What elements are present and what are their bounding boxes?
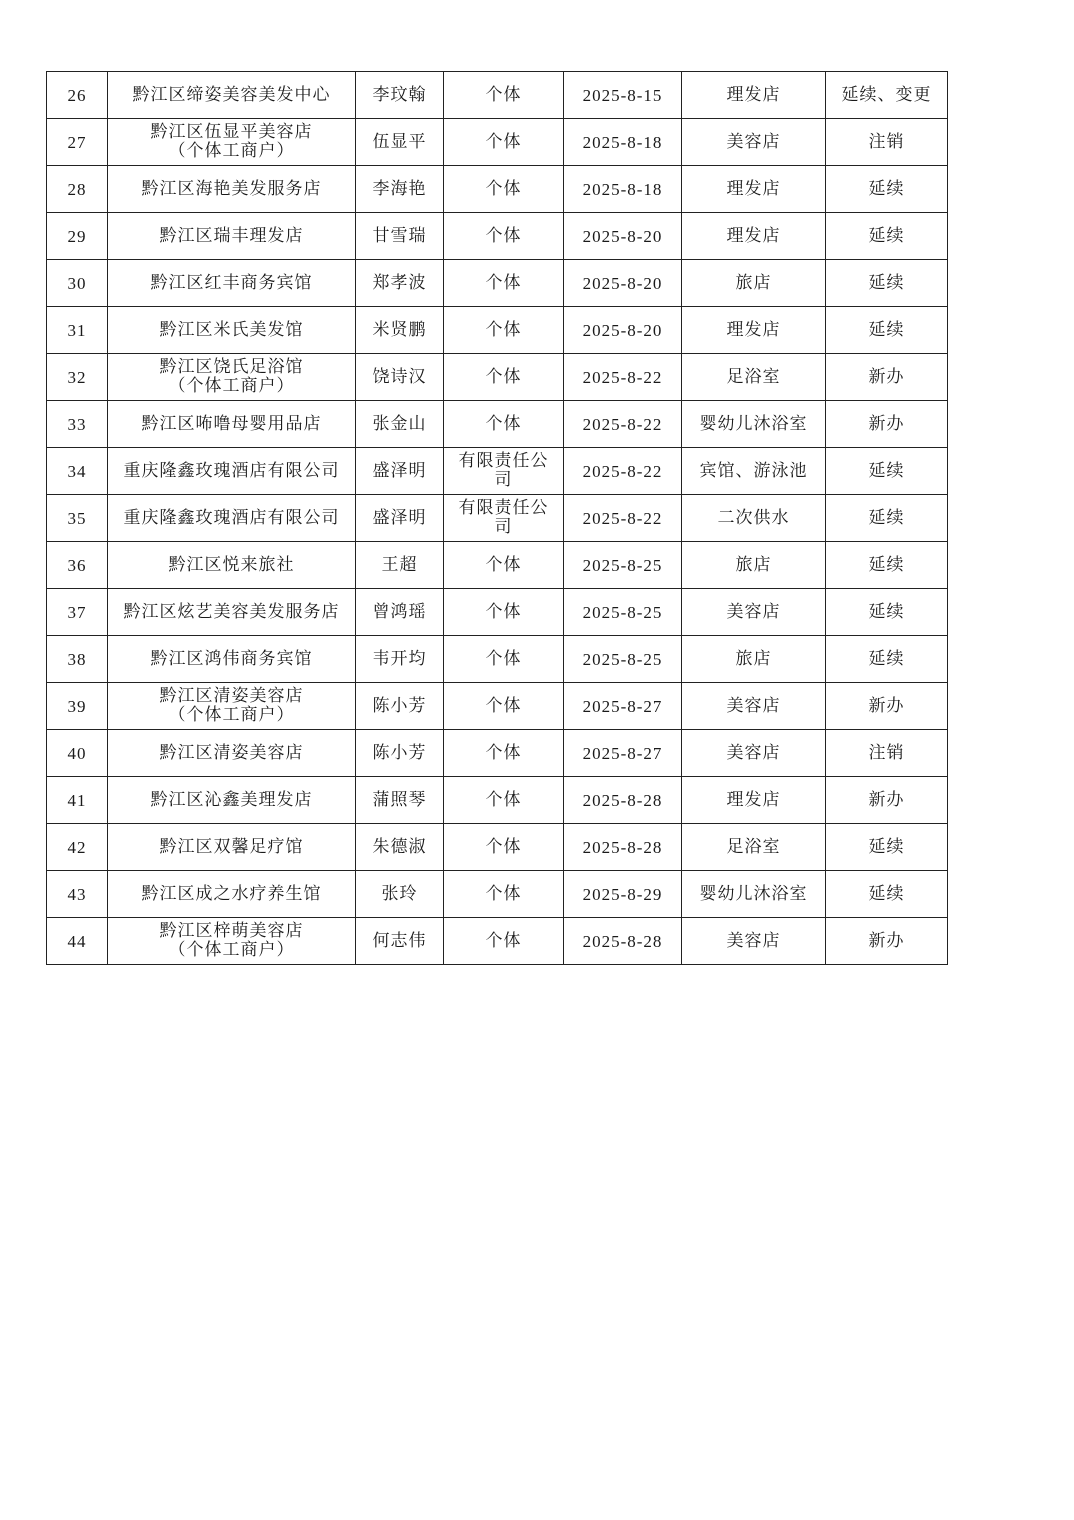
business-name-line: （个体工商户） bbox=[168, 705, 295, 725]
table-row bbox=[47, 824, 948, 871]
license-action: 延续 bbox=[826, 495, 948, 542]
table-row bbox=[47, 448, 948, 495]
issue-date: 2025-8-22 bbox=[564, 354, 682, 401]
entity-type bbox=[444, 119, 564, 166]
business-name-line: 黔江区饶氏足浴馆 bbox=[159, 357, 304, 377]
business-category: 美容店 bbox=[682, 918, 826, 965]
license-action: 延续 bbox=[826, 542, 948, 589]
table-body bbox=[47, 72, 948, 965]
row-number: 39 bbox=[47, 683, 108, 730]
business-name-line: （个体工商户） bbox=[168, 940, 295, 960]
business-name bbox=[108, 777, 356, 824]
business-category: 足浴室 bbox=[682, 824, 826, 871]
issue-date: 2025-8-18 bbox=[564, 119, 682, 166]
legal-representative: 张金山 bbox=[356, 401, 444, 448]
license-action: 注销 bbox=[826, 119, 948, 166]
business-category: 理发店 bbox=[682, 166, 826, 213]
issue-date: 2025-8-18 bbox=[564, 166, 682, 213]
license-action: 新办 bbox=[826, 354, 948, 401]
entity-type bbox=[444, 72, 564, 119]
entity-type bbox=[444, 636, 564, 683]
entity-type bbox=[444, 448, 564, 495]
business-category: 婴幼儿沐浴室 bbox=[682, 871, 826, 918]
license-action: 新办 bbox=[826, 401, 948, 448]
row-number: 36 bbox=[47, 542, 108, 589]
row-number: 40 bbox=[47, 730, 108, 777]
entity-type-line: 有限责任公 bbox=[458, 498, 549, 518]
table-row bbox=[47, 730, 948, 777]
business-name-line: （个体工商户） bbox=[168, 141, 295, 161]
business-name-line: 黔江区清姿美容店 bbox=[159, 686, 304, 706]
business-name bbox=[108, 166, 356, 213]
entity-type bbox=[444, 589, 564, 636]
row-number: 26 bbox=[47, 72, 108, 119]
business-category: 足浴室 bbox=[682, 354, 826, 401]
issue-date: 2025-8-27 bbox=[564, 683, 682, 730]
license-action: 延续 bbox=[826, 213, 948, 260]
row-number: 31 bbox=[47, 307, 108, 354]
table-row bbox=[47, 636, 948, 683]
entity-type bbox=[444, 871, 564, 918]
license-action: 延续 bbox=[826, 871, 948, 918]
legal-representative: 陈小芳 bbox=[356, 730, 444, 777]
row-number: 41 bbox=[47, 777, 108, 824]
business-category: 美容店 bbox=[682, 119, 826, 166]
business-name-line: 黔江区悦来旅社 bbox=[168, 554, 295, 575]
legal-representative: 何志伟 bbox=[356, 918, 444, 965]
license-action: 新办 bbox=[826, 918, 948, 965]
table-row bbox=[47, 119, 948, 166]
entity-type-line: 个体 bbox=[485, 554, 522, 575]
issue-date: 2025-8-20 bbox=[564, 307, 682, 354]
business-name-line: 黔江区海艳美发服务店 bbox=[141, 178, 322, 199]
issue-date: 2025-8-28 bbox=[564, 824, 682, 871]
business-name bbox=[108, 448, 356, 495]
business-name-line: 黔江区双馨足疗馆 bbox=[159, 836, 304, 857]
entity-type bbox=[444, 777, 564, 824]
table-row bbox=[47, 401, 948, 448]
table-row bbox=[47, 871, 948, 918]
business-name bbox=[108, 636, 356, 683]
table-row bbox=[47, 72, 948, 119]
legal-representative: 陈小芳 bbox=[356, 683, 444, 730]
entity-type bbox=[444, 166, 564, 213]
business-name bbox=[108, 260, 356, 307]
entity-type-line: 个体 bbox=[485, 836, 522, 857]
business-name-line: 重庆隆鑫玫瑰酒店有限公司 bbox=[123, 460, 340, 481]
issue-date: 2025-8-25 bbox=[564, 589, 682, 636]
business-category: 旅店 bbox=[682, 636, 826, 683]
table-row bbox=[47, 777, 948, 824]
license-action: 延续、变更 bbox=[826, 72, 948, 119]
entity-type-line: 个体 bbox=[485, 883, 522, 904]
entity-type bbox=[444, 354, 564, 401]
license-action: 延续 bbox=[826, 824, 948, 871]
legal-representative: 甘雪瑞 bbox=[356, 213, 444, 260]
table-row bbox=[47, 213, 948, 260]
row-number: 38 bbox=[47, 636, 108, 683]
legal-representative: 王超 bbox=[356, 542, 444, 589]
entity-type bbox=[444, 918, 564, 965]
legal-representative: 盛泽明 bbox=[356, 495, 444, 542]
table-row bbox=[47, 166, 948, 213]
row-number: 43 bbox=[47, 871, 108, 918]
business-name bbox=[108, 871, 356, 918]
business-name bbox=[108, 542, 356, 589]
business-category: 理发店 bbox=[682, 777, 826, 824]
entity-type bbox=[444, 213, 564, 260]
issue-date: 2025-8-25 bbox=[564, 542, 682, 589]
business-category: 理发店 bbox=[682, 307, 826, 354]
row-number: 29 bbox=[47, 213, 108, 260]
entity-type bbox=[444, 495, 564, 542]
business-name-line: 黔江区缔姿美容美发中心 bbox=[132, 84, 331, 105]
license-records-table bbox=[46, 71, 948, 965]
legal-representative: 郑孝波 bbox=[356, 260, 444, 307]
issue-date: 2025-8-28 bbox=[564, 777, 682, 824]
business-category: 旅店 bbox=[682, 542, 826, 589]
row-number: 34 bbox=[47, 448, 108, 495]
business-name bbox=[108, 119, 356, 166]
entity-type-line: 个体 bbox=[485, 272, 522, 293]
business-name-line: 黔江区红丰商务宾馆 bbox=[150, 272, 313, 293]
issue-date: 2025-8-22 bbox=[564, 495, 682, 542]
row-number: 35 bbox=[47, 495, 108, 542]
issue-date: 2025-8-28 bbox=[564, 918, 682, 965]
row-number: 37 bbox=[47, 589, 108, 636]
entity-type bbox=[444, 542, 564, 589]
entity-type bbox=[444, 307, 564, 354]
legal-representative: 曾鸿瑶 bbox=[356, 589, 444, 636]
table-row bbox=[47, 307, 948, 354]
license-action: 延续 bbox=[826, 448, 948, 495]
business-name-line: 黔江区梓萌美容店 bbox=[159, 921, 304, 941]
business-name-line: 黔江区咘噜母婴用品店 bbox=[141, 413, 322, 434]
business-name bbox=[108, 683, 356, 730]
table-row bbox=[47, 918, 948, 965]
business-name-line: 黔江区炫艺美容美发服务店 bbox=[123, 601, 340, 622]
issue-date: 2025-8-15 bbox=[564, 72, 682, 119]
legal-representative: 盛泽明 bbox=[356, 448, 444, 495]
business-name-line: （个体工商户） bbox=[168, 376, 295, 396]
legal-representative: 韦开均 bbox=[356, 636, 444, 683]
entity-type-line: 个体 bbox=[485, 131, 522, 152]
table-row bbox=[47, 542, 948, 589]
row-number: 28 bbox=[47, 166, 108, 213]
business-category: 二次供水 bbox=[682, 495, 826, 542]
business-name bbox=[108, 918, 356, 965]
legal-representative: 李玟翰 bbox=[356, 72, 444, 119]
license-action: 新办 bbox=[826, 777, 948, 824]
license-action: 延续 bbox=[826, 260, 948, 307]
legal-representative: 张玲 bbox=[356, 871, 444, 918]
business-name bbox=[108, 730, 356, 777]
business-name bbox=[108, 589, 356, 636]
row-number: 27 bbox=[47, 119, 108, 166]
business-name-line: 黔江区米氏美发馆 bbox=[159, 319, 304, 340]
entity-type-line: 司 bbox=[494, 517, 513, 537]
entity-type-line: 个体 bbox=[485, 742, 522, 763]
entity-type bbox=[444, 824, 564, 871]
row-number: 33 bbox=[47, 401, 108, 448]
entity-type-line: 个体 bbox=[485, 84, 522, 105]
license-action: 延续 bbox=[826, 307, 948, 354]
issue-date: 2025-8-29 bbox=[564, 871, 682, 918]
entity-type-line: 个体 bbox=[485, 366, 522, 387]
business-name bbox=[108, 72, 356, 119]
entity-type-line: 个体 bbox=[485, 319, 522, 340]
table-row bbox=[47, 495, 948, 542]
entity-type bbox=[444, 401, 564, 448]
entity-type-line: 个体 bbox=[485, 601, 522, 622]
issue-date: 2025-8-22 bbox=[564, 448, 682, 495]
issue-date: 2025-8-27 bbox=[564, 730, 682, 777]
license-action: 延续 bbox=[826, 589, 948, 636]
business-name bbox=[108, 495, 356, 542]
business-name-line: 黔江区成之水疗养生馆 bbox=[141, 883, 322, 904]
legal-representative: 饶诗汉 bbox=[356, 354, 444, 401]
business-name bbox=[108, 354, 356, 401]
business-name-line: 黔江区鸿伟商务宾馆 bbox=[150, 648, 313, 669]
entity-type-line: 个体 bbox=[485, 789, 522, 810]
entity-type-line: 个体 bbox=[485, 178, 522, 199]
business-category: 美容店 bbox=[682, 589, 826, 636]
issue-date: 2025-8-22 bbox=[564, 401, 682, 448]
business-category: 理发店 bbox=[682, 213, 826, 260]
business-category: 美容店 bbox=[682, 683, 826, 730]
business-category: 宾馆、游泳池 bbox=[682, 448, 826, 495]
license-action: 延续 bbox=[826, 166, 948, 213]
business-name-line: 黔江区沁鑫美理发店 bbox=[150, 789, 313, 810]
entity-type-line: 个体 bbox=[485, 930, 522, 951]
legal-representative: 伍显平 bbox=[356, 119, 444, 166]
legal-representative: 朱德淑 bbox=[356, 824, 444, 871]
entity-type-line: 个体 bbox=[485, 225, 522, 246]
business-name bbox=[108, 824, 356, 871]
table-row bbox=[47, 683, 948, 730]
business-name-line: 黔江区清姿美容店 bbox=[159, 742, 304, 763]
row-number: 42 bbox=[47, 824, 108, 871]
entity-type bbox=[444, 260, 564, 307]
entity-type-line: 个体 bbox=[485, 413, 522, 434]
entity-type bbox=[444, 683, 564, 730]
license-action: 延续 bbox=[826, 636, 948, 683]
table-row bbox=[47, 589, 948, 636]
entity-type-line: 个体 bbox=[485, 695, 522, 716]
legal-representative: 米贤鹏 bbox=[356, 307, 444, 354]
business-category: 旅店 bbox=[682, 260, 826, 307]
row-number: 30 bbox=[47, 260, 108, 307]
table-row bbox=[47, 354, 948, 401]
entity-type-line: 个体 bbox=[485, 648, 522, 669]
business-name-line: 黔江区瑞丰理发店 bbox=[159, 225, 304, 246]
legal-representative: 蒲照琴 bbox=[356, 777, 444, 824]
business-name bbox=[108, 401, 356, 448]
entity-type bbox=[444, 730, 564, 777]
business-category: 理发店 bbox=[682, 72, 826, 119]
license-action: 注销 bbox=[826, 730, 948, 777]
table-row bbox=[47, 260, 948, 307]
issue-date: 2025-8-25 bbox=[564, 636, 682, 683]
row-number: 32 bbox=[47, 354, 108, 401]
license-action: 新办 bbox=[826, 683, 948, 730]
entity-type-line: 司 bbox=[494, 470, 513, 490]
entity-type-line: 有限责任公 bbox=[458, 451, 549, 471]
legal-representative: 李海艳 bbox=[356, 166, 444, 213]
business-category: 美容店 bbox=[682, 730, 826, 777]
business-category: 婴幼儿沐浴室 bbox=[682, 401, 826, 448]
issue-date: 2025-8-20 bbox=[564, 260, 682, 307]
issue-date: 2025-8-20 bbox=[564, 213, 682, 260]
business-name-line: 重庆隆鑫玫瑰酒店有限公司 bbox=[123, 507, 340, 528]
business-name bbox=[108, 307, 356, 354]
business-name-line: 黔江区伍显平美容店 bbox=[150, 122, 313, 142]
row-number: 44 bbox=[47, 918, 108, 965]
business-name bbox=[108, 213, 356, 260]
